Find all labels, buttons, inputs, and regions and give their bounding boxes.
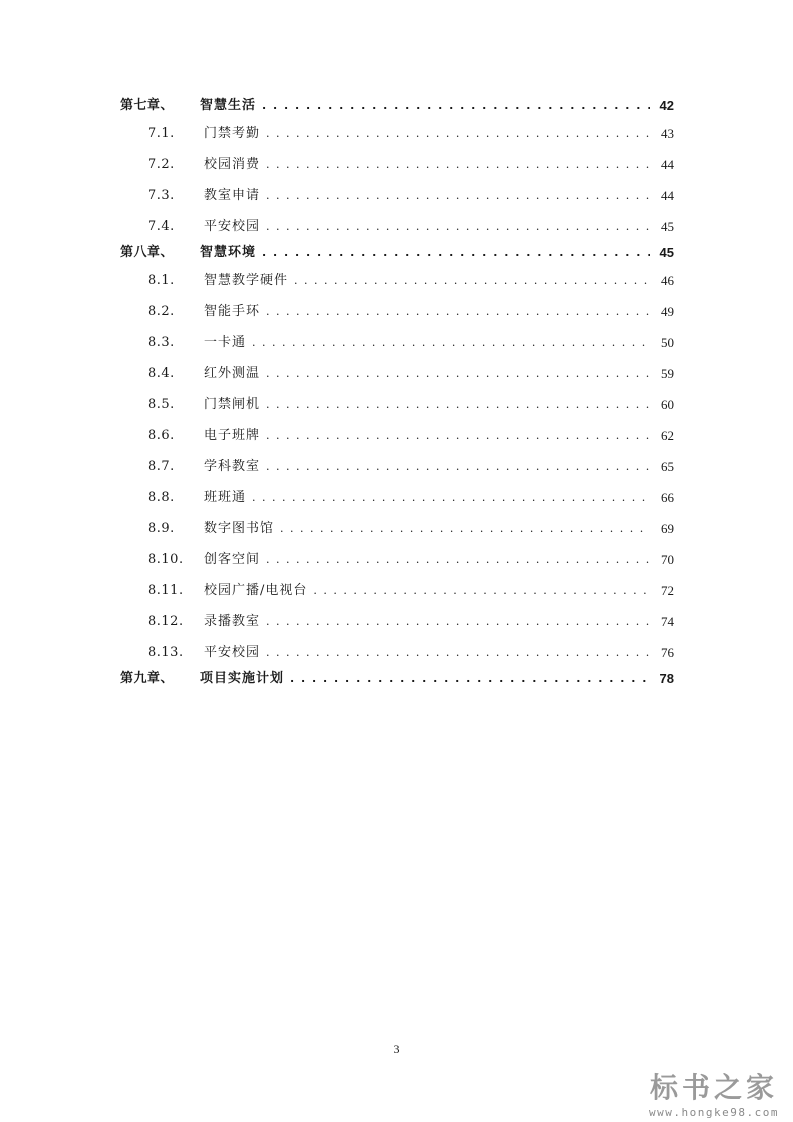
toc-leader-dots [252,488,650,508]
toc-section-row[interactable] [120,155,674,175]
toc-entry-number: 8.2. [148,304,175,319]
toc-leader-dots [266,550,650,570]
toc-leader-dots [262,243,650,263]
toc-entry-title: 智能手环 [204,304,261,319]
toc-entry-title: 数字图书馆 [204,521,275,536]
toc-entry-page: 46 [661,273,674,288]
toc-entry-title: 平安校园 [204,645,261,660]
toc-leader-dots [252,333,650,353]
watermark-logo: 标书之家 [650,1071,779,1104]
toc-entry-number: 第九章、 [120,671,175,686]
toc-entry-title: 平安校园 [204,219,261,234]
toc-entry-page: 44 [661,188,674,203]
toc-entry-number: 7.4. [148,219,175,234]
toc-entry-number: 7.2. [148,157,175,172]
toc-leader-dots [266,457,650,477]
toc-leader-dots [266,364,650,384]
toc-leader-dots [313,581,650,601]
toc-entry-page: 62 [661,428,674,443]
toc-entry-title: 红外测温 [204,366,261,381]
toc-entry-number: 第七章、 [120,98,175,113]
toc-entry-number: 7.1. [148,126,175,141]
toc-section-row[interactable] [120,217,674,237]
toc-entry-page: 42 [659,98,674,113]
toc-chapter-row[interactable] [120,96,674,116]
toc-entry-title: 校园广播/电视台 [204,583,308,598]
toc-leader-dots [266,217,650,237]
toc-entry-number: 8.13. [148,645,184,660]
toc-section-row[interactable] [120,612,674,632]
toc-entry-title: 创客空间 [204,552,261,567]
toc-entry-title: 录播教室 [204,614,261,629]
toc-section-row[interactable] [120,124,674,144]
toc-entry-title: 校园消费 [204,157,261,172]
toc-section-row[interactable] [120,364,674,384]
toc-entry-number: 8.3. [148,335,175,350]
toc-leader-dots [262,96,650,116]
watermark-url: www.hongke98.com [649,1106,779,1119]
toc-leader-dots [266,186,650,206]
toc-section-row[interactable] [120,550,674,570]
toc-leader-dots [266,612,650,632]
toc-entry-number: 8.5. [148,397,175,412]
toc-entry-page: 72 [661,583,674,598]
toc-section-row[interactable] [120,302,674,322]
toc-entry-title: 项目实施计划 [200,671,285,686]
toc-section-row[interactable] [120,519,674,539]
toc-chapter-row[interactable] [120,243,674,263]
toc-entry-page: 74 [661,614,674,629]
toc-entry-number: 8.11. [148,583,184,598]
toc-entry-title: 班班通 [204,490,247,505]
toc-leader-dots [280,519,650,539]
toc-entry-number: 8.9. [148,521,175,536]
toc-entry-title: 智慧教学硬件 [204,273,289,288]
toc-section-row[interactable] [120,488,674,508]
toc-entry-page: 65 [661,459,674,474]
toc-section-row[interactable] [120,186,674,206]
toc-section-row[interactable] [120,395,674,415]
toc-entry-number: 8.1. [148,273,175,288]
toc-entry-page: 49 [661,304,674,319]
toc-entry-number: 8.8. [148,490,175,505]
toc-entry-page: 78 [659,671,674,686]
toc-section-row[interactable] [120,426,674,446]
toc-entry-number: 8.4. [148,366,175,381]
toc-entry-page: 45 [659,245,674,260]
toc-section-row[interactable] [120,581,674,601]
toc-section-row[interactable] [120,457,674,477]
toc-leader-dots [266,302,650,322]
toc-entry-number: 8.10. [148,552,184,567]
toc-chapter-row[interactable] [120,669,674,689]
toc-entry-page: 66 [661,490,674,505]
toc-entry-page: 70 [661,552,674,567]
toc-entry-title: 门禁闸机 [204,397,261,412]
toc-entry-number: 7.3. [148,188,175,203]
toc-entry-title: 智慧环境 [200,245,257,260]
toc-section-row[interactable] [120,333,674,353]
toc-entry-number: 8.7. [148,459,175,474]
toc-entry-number: 8.12. [148,614,184,629]
toc-entry-title: 门禁考勤 [204,126,261,141]
toc-entry-title: 教室申请 [204,188,261,203]
toc-entry-page: 76 [661,645,674,660]
toc-entry-page: 59 [661,366,674,381]
toc-entry-page: 43 [661,126,674,141]
page-number: 3 [393,1042,400,1056]
toc-leader-dots [294,271,650,291]
toc-entry-page: 60 [661,397,674,412]
toc-entry-number: 第八章、 [120,245,175,260]
toc-section-row[interactable] [120,271,674,291]
toc-entry-title: 一卡通 [204,335,247,350]
toc-leader-dots [266,124,650,144]
toc-leader-dots [266,395,650,415]
toc-leader-dots [266,643,650,663]
toc-leader-dots [266,426,650,446]
toc-entry-page: 69 [661,521,674,536]
toc-entry-page: 50 [661,335,674,350]
toc-entry-title: 学科教室 [204,459,261,474]
watermark [649,1066,779,1119]
toc-leader-dots [266,155,650,175]
toc-entry-page: 45 [661,219,674,234]
toc-entry-page: 44 [661,157,674,172]
toc-entry-title: 智慧生活 [200,98,257,113]
toc-section-row[interactable] [120,643,674,663]
toc-leader-dots [290,669,650,689]
toc-entry-number: 8.6. [148,428,175,443]
toc-entry-title: 电子班牌 [204,428,261,443]
